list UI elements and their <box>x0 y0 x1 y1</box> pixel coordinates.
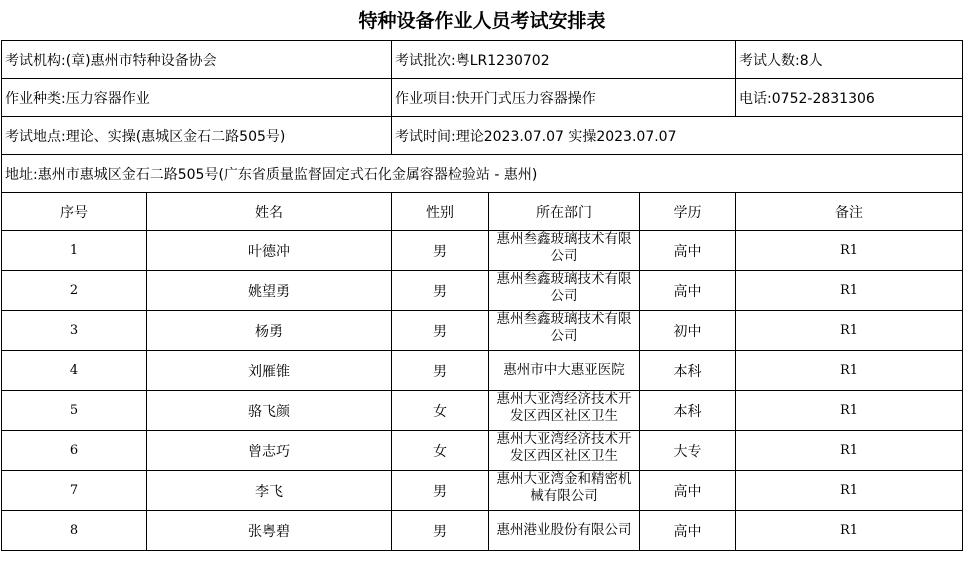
row-note: R1 <box>736 311 963 351</box>
row-name: 姚望勇 <box>147 271 392 311</box>
page-title: 特种设备作业人员考试安排表 <box>358 10 606 32</box>
row-number: 8 <box>2 511 147 551</box>
table-body <box>2 41 963 551</box>
row-education: 高中 <box>640 231 736 271</box>
column-header-edu: 学历 <box>640 193 736 231</box>
table-row <box>2 471 963 511</box>
row-note: R1 <box>736 431 963 471</box>
exam-schedule-table <box>1 40 963 551</box>
row-note: R1 <box>736 471 963 511</box>
table-row <box>2 311 963 351</box>
row-number: 7 <box>2 471 147 511</box>
row-education: 高中 <box>640 271 736 311</box>
row-education: 本科 <box>640 391 736 431</box>
row-note: R1 <box>736 391 963 431</box>
table-row <box>2 271 963 311</box>
row-gender: 男 <box>392 271 489 311</box>
row-education: 高中 <box>640 511 736 551</box>
row-note: R1 <box>736 271 963 311</box>
row-dept: 惠州大亚湾经济技术开发区西区社区卫生 <box>489 431 640 471</box>
column-header-no: 序号 <box>2 193 147 231</box>
column-header-gender: 性别 <box>392 193 489 231</box>
row-number: 1 <box>2 231 147 271</box>
row-gender: 男 <box>392 351 489 391</box>
row-number: 4 <box>2 351 147 391</box>
row-gender: 女 <box>392 431 489 471</box>
table-header-row <box>2 193 963 231</box>
row-name: 杨勇 <box>147 311 392 351</box>
contact-phone: 电话:0752-2831306 <box>736 79 963 117</box>
row-number: 2 <box>2 271 147 311</box>
info-row-org <box>2 41 963 79</box>
row-gender: 男 <box>392 231 489 271</box>
row-name: 叶德冲 <box>147 231 392 271</box>
info-row-address <box>2 155 963 193</box>
work-item: 作业项目:快开门式压力容器操作 <box>392 79 736 117</box>
info-row-location <box>2 117 963 155</box>
exam-time: 考试时间:理论2023.07.07 实操2023.07.07 <box>392 117 963 155</box>
exam-count: 考试人数:8人 <box>736 41 963 79</box>
column-header-name: 姓名 <box>147 193 392 231</box>
column-header-note: 备注 <box>736 193 963 231</box>
row-dept: 惠州叁鑫玻璃技术有限公司 <box>489 271 640 311</box>
row-dept: 惠州市中大惠亚医院 <box>489 351 640 391</box>
work-category: 作业种类:压力容器作业 <box>2 79 392 117</box>
row-name: 刘雁锥 <box>147 351 392 391</box>
row-dept: 惠州叁鑫玻璃技术有限公司 <box>489 231 640 271</box>
row-education: 大专 <box>640 431 736 471</box>
row-number: 3 <box>2 311 147 351</box>
exam-location: 考试地点:理论、实操(惠城区金石二路505号) <box>2 117 392 155</box>
row-gender: 男 <box>392 471 489 511</box>
row-education: 本科 <box>640 351 736 391</box>
row-education: 初中 <box>640 311 736 351</box>
row-dept: 惠州港业股份有限公司 <box>489 511 640 551</box>
table-row <box>2 431 963 471</box>
row-dept: 惠州叁鑫玻璃技术有限公司 <box>489 311 640 351</box>
info-row-category <box>2 79 963 117</box>
row-gender: 男 <box>392 311 489 351</box>
table-row <box>2 351 963 391</box>
row-note: R1 <box>736 231 963 271</box>
row-dept: 惠州大亚湾金和精密机械有限公司 <box>489 471 640 511</box>
row-note: R1 <box>736 511 963 551</box>
row-gender: 男 <box>392 511 489 551</box>
exam-org: 考试机构:(章)惠州市特种设备协会 <box>2 41 392 79</box>
row-note: R1 <box>736 351 963 391</box>
row-gender: 女 <box>392 391 489 431</box>
row-name: 骆飞颜 <box>147 391 392 431</box>
column-header-dept: 所在部门 <box>489 193 640 231</box>
row-number: 6 <box>2 431 147 471</box>
exam-batch: 考试批次:粤LR1230702 <box>392 41 736 79</box>
table-row <box>2 511 963 551</box>
row-name: 李飞 <box>147 471 392 511</box>
row-education: 高中 <box>640 471 736 511</box>
row-name: 张粤碧 <box>147 511 392 551</box>
row-dept: 惠州大亚湾经济技术开发区西区社区卫生 <box>489 391 640 431</box>
row-number: 5 <box>2 391 147 431</box>
table-row <box>2 231 963 271</box>
row-name: 曾志巧 <box>147 431 392 471</box>
exam-address: 地址:惠州市惠城区金石二路505号(广东省质量监督固定式石化金属容器检验站 - 惠州) <box>2 155 963 193</box>
table-row <box>2 391 963 431</box>
